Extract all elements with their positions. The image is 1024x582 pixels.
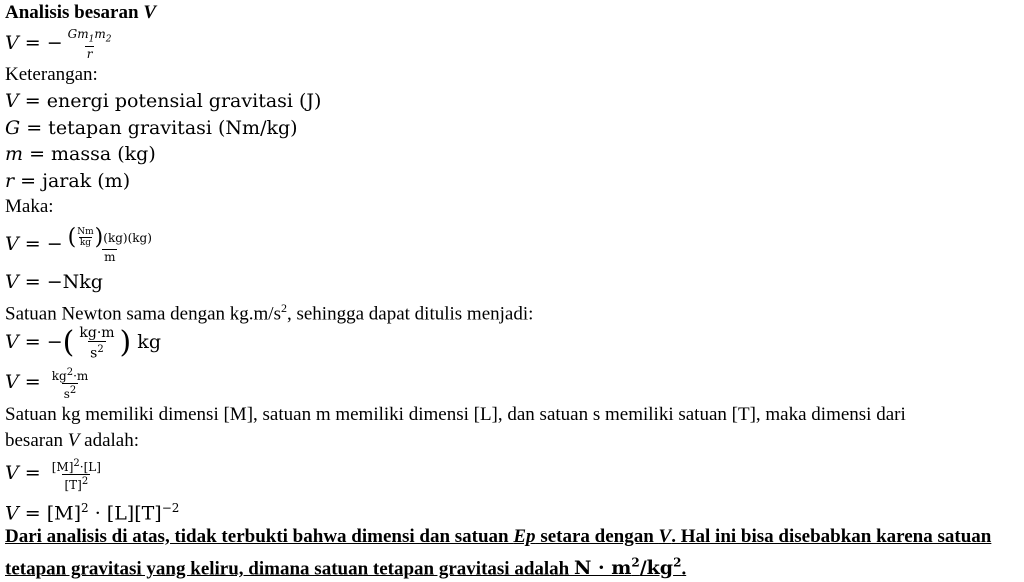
newton-sentence: Satuan Newton sama dengan $kg.m/s^2$, sehingga dapat ditulis menjadi: xyxy=(5,301,534,325)
conclusion-paragraph: Dari analisis di atas, tidak terbukti bahwa dimensi dan satuan Ep setara dengan V. Hal ini bisa disebabkan karena satuan tetapan gravitasi yang keliru, dimana satuan tetapan gravitasi adalah $N \cdot m^2/kg^2$. xyxy=(5,526,992,580)
formula-equals: = − xyxy=(18,32,63,54)
heading-variable: V xyxy=(143,2,156,23)
conclusion-ep: Ep xyxy=(513,526,536,547)
step3-fraction: $\frac{kg\cdot m}{s^2}$ xyxy=(79,324,115,362)
formula-step-5: V = $\frac{[M]^2\cdot[L]}{[T]^2}$ xyxy=(5,457,101,492)
step1-fraction: ( $\frac{Nm}{kg}$ ) (kg)(kg) m xyxy=(67,224,152,264)
conclusion-v: V xyxy=(658,526,672,547)
definition-v: V = energi potensial gravitasi (J) xyxy=(5,90,322,112)
formula-lhs: V xyxy=(5,32,19,54)
definition-r: r = jarak (m) xyxy=(5,170,131,192)
maka-label: Maka: xyxy=(5,196,54,217)
formula-step-6: $V = [M]^2 \cdot [L][T]^{-2}$ xyxy=(5,501,180,525)
formula-step-2: V = −Nkg xyxy=(5,271,103,293)
formula-main xyxy=(5,26,116,66)
step4-fraction: $\frac{kg^2\cdot m}{s^2}$ xyxy=(51,366,89,401)
keterangan-label: Keterangan: xyxy=(5,64,98,85)
formula-step-1: V = − ( $\frac{Nm}{kg}$ ) (kg)(kg) m xyxy=(5,224,152,264)
formula-denominator: r xyxy=(86,47,93,62)
step5-fraction: $\frac{[M]^2\cdot[L]}{[T]^2}$ xyxy=(51,457,101,492)
heading-text: Analisis besaran xyxy=(5,2,144,23)
definition-m: m = massa (kg) xyxy=(5,143,156,165)
section-heading xyxy=(5,2,156,24)
formula-numerator: $Gm_1m_2$ xyxy=(67,26,112,45)
dimension-paragraph-line-1: Satuan kg memiliki dimensi [M], satuan m memiliki dimensi [L], dan satuan s memiliki satuan [T], maka dimensi dari xyxy=(5,404,906,425)
formula-step-4: V = $\frac{kg^2\cdot m}{s^2}$ xyxy=(5,366,89,401)
formula-fraction xyxy=(66,27,114,61)
dimension-paragraph-line-2: besaran V adalah: xyxy=(5,430,139,451)
formula-step-3: V = −( $\frac{kg\cdot m}{s^2}$ ) kg xyxy=(5,324,161,362)
definition-g: G = tetapan gravitasi (Nm/kg) xyxy=(5,117,298,139)
conclusion-unit: $N \cdot m^2/kg^2$ xyxy=(574,556,682,580)
